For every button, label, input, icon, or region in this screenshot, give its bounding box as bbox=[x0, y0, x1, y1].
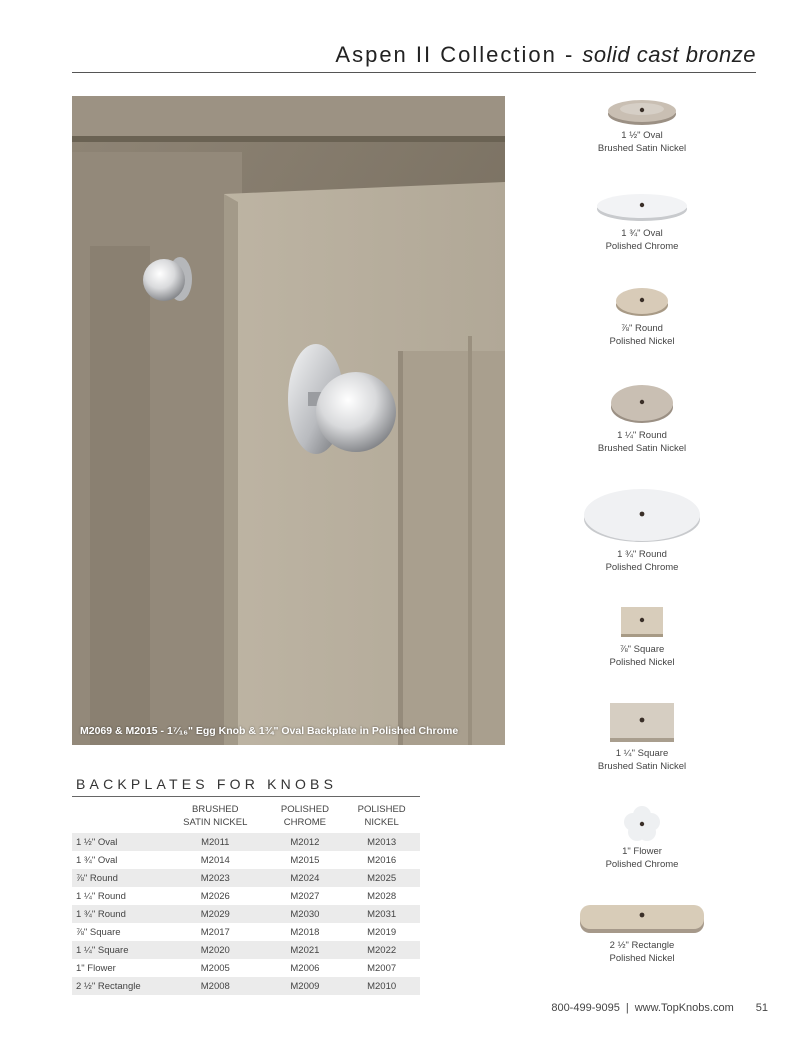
backplate-item bbox=[572, 485, 712, 574]
part-number-cell: M2009 bbox=[267, 977, 344, 995]
part-number-cell: M2007 bbox=[367, 962, 397, 974]
part-number-cell: M2016 bbox=[367, 854, 397, 866]
part-number-cell: M2015 bbox=[290, 854, 320, 866]
round-backplate-icon bbox=[580, 485, 704, 545]
page-number: 51 bbox=[755, 1002, 768, 1014]
table-divider bbox=[72, 796, 420, 797]
collection-subtitle: solid cast bronze bbox=[582, 42, 756, 67]
part-number-cell: M2029 bbox=[164, 905, 267, 923]
table-row bbox=[72, 851, 420, 869]
backplate-size: 1 ¾" Round bbox=[617, 549, 667, 560]
column-header: POLISHED CHROME bbox=[280, 804, 329, 828]
part-number-cell: M2028 bbox=[367, 890, 397, 902]
backplate-item bbox=[572, 900, 712, 965]
part-number-cell: M2005 bbox=[200, 962, 230, 974]
part-number-cell: M2012 bbox=[267, 833, 344, 851]
backplate-size: 1 ¾" Oval bbox=[621, 228, 663, 239]
column-header: BRUSHED SATIN NICKEL bbox=[183, 804, 248, 828]
collection-title: Aspen II Collection - bbox=[335, 42, 575, 67]
square-backplate-icon bbox=[606, 700, 678, 744]
oval-backplate-icon bbox=[592, 188, 692, 224]
footer-separator: | bbox=[625, 1002, 629, 1014]
table-row bbox=[72, 959, 420, 977]
hero-caption: M2069 & M2015 - 1⁷⁄₁₆" Egg Knob & 1¾" Oval Backplate in Polished Chrome bbox=[80, 725, 459, 737]
table-row bbox=[72, 887, 420, 905]
row-size-cell: 1" Flower bbox=[76, 962, 116, 974]
square-backplate-icon bbox=[617, 604, 667, 640]
table-title: BACKPLATES FOR KNOBS bbox=[76, 776, 338, 792]
backplate-finish: Polished Chrome bbox=[605, 562, 679, 573]
cabinet-photo-illustration bbox=[72, 96, 505, 745]
part-number-cell: M2010 bbox=[343, 977, 420, 995]
part-number-cell: M2022 bbox=[343, 941, 420, 959]
row-size-cell: ⅞" Square bbox=[76, 926, 121, 938]
backplate-item bbox=[572, 96, 712, 155]
part-number-cell: M2024 bbox=[267, 869, 344, 887]
column-header: POLISHED NICKEL bbox=[357, 804, 406, 828]
part-number-cell: M2017 bbox=[200, 926, 230, 938]
backplate-finish: Brushed Satin Nickel bbox=[597, 761, 687, 772]
part-number-cell: M2008 bbox=[164, 977, 267, 995]
table-row bbox=[72, 923, 420, 941]
backplate-size: ⅞" Round bbox=[621, 323, 663, 334]
part-number-cell: M2011 bbox=[164, 833, 267, 851]
backplate-finish: Polished Nickel bbox=[609, 953, 675, 964]
part-number-cell: M2019 bbox=[367, 926, 397, 938]
size-column-header bbox=[72, 803, 164, 833]
backplates-table bbox=[72, 803, 420, 995]
row-size-cell: 1 ¼" Square bbox=[72, 941, 164, 959]
round-backplate-icon bbox=[607, 380, 677, 426]
part-number-cell: M2025 bbox=[343, 869, 420, 887]
page-title bbox=[335, 42, 756, 68]
table-header-row bbox=[72, 803, 420, 833]
backplate-finish: Polished Nickel bbox=[609, 657, 675, 668]
backplate-size: 1 ½" Oval bbox=[621, 130, 663, 141]
table-row bbox=[72, 833, 420, 851]
part-number-cell: M2014 bbox=[200, 854, 230, 866]
backplate-item bbox=[572, 380, 712, 455]
table-row bbox=[72, 869, 420, 887]
part-number-cell: M2026 bbox=[200, 890, 230, 902]
backplate-size: 1" Flower bbox=[622, 846, 662, 857]
row-size-cell: 1 ¾" Round bbox=[72, 905, 164, 923]
table-body bbox=[72, 833, 420, 995]
website-link[interactable]: www.TopKnobs.com bbox=[634, 1002, 734, 1014]
backplate-item bbox=[572, 188, 712, 253]
backplate-finish: Polished Chrome bbox=[605, 241, 679, 252]
part-number-cell: M2020 bbox=[164, 941, 267, 959]
backplate-size: 2 ½" Rectangle bbox=[609, 940, 675, 951]
row-size-cell: ⅞" Round bbox=[72, 869, 164, 887]
part-number-cell: M2021 bbox=[267, 941, 344, 959]
hero-photo bbox=[72, 96, 505, 745]
part-number-cell: M2030 bbox=[267, 905, 344, 923]
oval-backplate-icon bbox=[602, 96, 682, 126]
part-number-cell: M2023 bbox=[164, 869, 267, 887]
row-size-cell: 1 ¾" Oval bbox=[76, 854, 118, 866]
header-divider bbox=[72, 72, 756, 73]
backplate-finish: Polished Nickel bbox=[609, 336, 675, 347]
backplate-item bbox=[572, 283, 712, 348]
table-row bbox=[72, 977, 420, 995]
part-number-cell: M2031 bbox=[343, 905, 420, 923]
row-size-cell: 1 ½" Oval bbox=[72, 833, 164, 851]
table-row bbox=[72, 905, 420, 923]
backplate-finish: Polished Chrome bbox=[605, 859, 679, 870]
rectangle-backplate-icon bbox=[577, 900, 707, 936]
round-backplate-icon bbox=[612, 283, 672, 319]
backplate-finish: Brushed Satin Nickel bbox=[597, 143, 687, 154]
row-size-cell: 1 ¼" Round bbox=[76, 890, 126, 902]
flower-backplate-icon bbox=[614, 806, 670, 842]
part-number-cell: M2013 bbox=[343, 833, 420, 851]
part-number-cell: M2006 bbox=[290, 962, 320, 974]
part-number-cell: M2018 bbox=[290, 926, 320, 938]
backplate-item bbox=[572, 806, 712, 871]
page-footer bbox=[551, 1002, 768, 1014]
backplate-size: ⅞" Square bbox=[619, 644, 665, 655]
part-number-cell: M2027 bbox=[290, 890, 320, 902]
backplate-finish: Brushed Satin Nickel bbox=[597, 443, 687, 454]
backplate-size: 1 ¼" Square bbox=[615, 748, 669, 759]
backplate-item bbox=[572, 700, 712, 773]
backplate-item bbox=[572, 604, 712, 669]
table-row bbox=[72, 941, 420, 959]
phone-number: 800-499-9095 bbox=[551, 1002, 620, 1014]
backplate-size: 1 ¼" Round bbox=[617, 430, 667, 441]
row-size-cell: 2 ½" Rectangle bbox=[72, 977, 164, 995]
